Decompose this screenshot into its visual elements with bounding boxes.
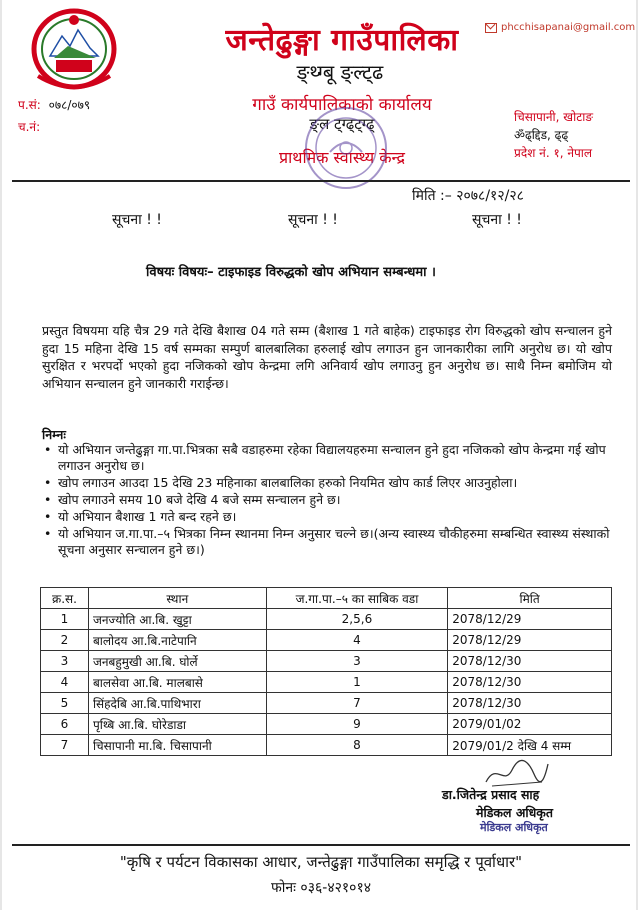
cell-ward: 7 [266, 693, 448, 714]
notice-heading-1: सूचना ! ! [112, 212, 162, 228]
table-row [41, 672, 612, 693]
letter-date: मिति :– २०७८/१२/२८ [412, 188, 524, 204]
cell-location: बालसेवा आ.बि. मालबासे [88, 672, 266, 693]
signatory-name: डा.जितेन्द्र प्रसाद साह [442, 787, 540, 802]
list-item: • खोप लगाउन आउदा 15 देखि 23 महिनाका बालबालिका हरुको नियमित खोप कार्ड लिएर आउनुहोला। [42, 475, 616, 491]
cell-date: 2079/01/2 देखि 4 सम्म [448, 735, 612, 756]
cell-location: पृथ्बि आ.बि. घोरेडाडा [88, 714, 266, 735]
notice-heading-2: सूचना ! ! [288, 212, 338, 228]
email-address[interactable] [485, 22, 635, 33]
cell-ward: 4 [266, 630, 448, 651]
schedule-table [40, 587, 612, 756]
table-row [41, 609, 612, 630]
ps-value: ०७८/०७९ [48, 98, 91, 112]
list-item: • यो अभियान जन्तेढुङ्गा गा.पा.भित्रका सबै वडाहरुमा रहेका विद्यालयहरुमा सन्चालन हुने हुदा नजिकको खोप केन्द्रमा गई खोप लगाउन अनुरोध छ। [42, 442, 616, 474]
table-row [41, 714, 612, 735]
cn-label: च.नं: [18, 120, 41, 134]
cell-date: 2078/12/29 [448, 609, 612, 630]
org-name-script: ङ्थ्ग्बू ङ्ल्ट्ढ [296, 60, 384, 84]
office-name: गाउँ कार्यपालिकाको कार्यालय [252, 95, 432, 115]
cell-location: चिसापानी मा.बि. चिसापानी [88, 735, 266, 756]
header-divider [12, 180, 630, 182]
subject-line: विषयः विषयः– टाइफाइड विरुद्धको खोप अभियान सम्बन्धमा । [146, 265, 436, 280]
table-row [41, 693, 612, 714]
cell-serial: 5 [41, 693, 89, 714]
cell-location: बालोदय आ.बि.नाटेपानि [88, 630, 266, 651]
footer-phone: फोनः ०३६-४२१०१४ [270, 880, 372, 896]
cell-location: जनज्योति आ.बि. खुट्टा [88, 609, 266, 630]
instruction-list [42, 442, 616, 559]
cell-date: 2079/01/02 [448, 714, 612, 735]
ps-label: प.सं: [18, 98, 41, 112]
table-row [41, 630, 612, 651]
reference-numbers [18, 94, 90, 138]
details-label: निम्नः [42, 427, 66, 442]
cell-date: 2078/12/30 [448, 651, 612, 672]
cell-serial: 2 [41, 630, 89, 651]
signatory-stamp: मेडिकल अधिकृत [480, 821, 548, 834]
cell-ward: 2,5,6 [266, 609, 448, 630]
nepal-emblem-icon [28, 6, 120, 92]
address-line-3: प्रदेश नं. १, नेपाल [514, 146, 593, 160]
cell-ward: 9 [266, 714, 448, 735]
health-center-name: प्राथमिक स्वास्थ्य केन्द्र [279, 148, 405, 167]
cell-ward: 3 [266, 651, 448, 672]
address-line-2: ॐढ्द्दिड, ढ्ढ् [514, 128, 569, 142]
cell-date: 2078/12/29 [448, 630, 612, 651]
org-name: जन्तेढुङ्गा गाउँपालिका [225, 23, 459, 58]
list-item: • यो अभियान ज.गा.पा.–५ भित्रका निम्न स्थानमा निम्न अनुसार चल्ने छ।(अन्य स्वास्थ्य चौकीहरुमा सम्बन्धित स्वास्थ्य संस्थाको सूचना अनुसार सन्चालन हुने छ।) [42, 526, 616, 558]
cell-location: जनबहुमुखी आ.बि. घोर्ले [88, 651, 266, 672]
cell-date: 2078/12/30 [448, 693, 612, 714]
mail-icon [485, 23, 497, 33]
cell-serial: 7 [41, 735, 89, 756]
patra-sankhya [18, 94, 90, 116]
cell-serial: 3 [41, 651, 89, 672]
header-location: स्थान [88, 588, 266, 609]
list-item: • खोप लगाउने समय 10 बजे देखि 4 बजे सम्म सन्चालन हुने छ। [42, 492, 616, 508]
table-header-row [41, 588, 612, 609]
cell-location: सिंहदेबि आ.बि.पाथिभारा [88, 693, 266, 714]
office-name-script: ङ्ल ट्ग्ढ्ट्ग्ढ् [309, 115, 375, 133]
cell-ward: 8 [266, 735, 448, 756]
header-ward: ज.गा.पा.–५ का साबिक वडा [266, 588, 448, 609]
header-serial: क्र.स. [41, 588, 89, 609]
cell-ward: 1 [266, 672, 448, 693]
office-address [514, 108, 624, 162]
notice-heading-3: सूचना ! ! [472, 212, 522, 228]
list-item: • यो अभियान बैशाख 1 गते बन्द रहने छ। [42, 509, 616, 525]
footer-slogan: "कृषि र पर्यटन विकासका आधार, जन्तेढुङ्गा गाउँपालिका समृद्धि र पूर्वाधार" [119, 853, 523, 871]
email-text[interactable]: phcchisapanai@gmail.com [501, 22, 636, 33]
chalani-number [18, 116, 90, 138]
office-seal-icon [302, 104, 390, 192]
cell-serial: 1 [41, 609, 89, 630]
table-row [41, 651, 612, 672]
header-date: मिति [448, 588, 612, 609]
cell-serial: 6 [41, 714, 89, 735]
body-paragraph: प्रस्तुत विषयमा यहि चैत्र 29 गते देखि बैशाख 04 गते सम्म (बैशाख 1 गते बाहेक) टाइफाइड रोग विरुद्धको खोप सन्चालन हुने हुदा 15 महिना देखि 15 वर्ष सम्मका सम्पुर्ण बालबालिका हरुलाई खोप लगाउन हुन जानकारीका लागि अनुरोध छ। यो खोप सुरक्षित र भरपर्दो भएको हुदा नजिकको खोप केन्द्रमा लगि अनिवार्य खोप लगाउनु हुन अनुरोध छ। साथै निम्न बमोजिम यो अभियान सन्चालन हुने जानकारी गराईन्छ। [42, 323, 612, 391]
cell-date: 2078/12/30 [448, 672, 612, 693]
address-line-1: चिसापानी, खोटाङ [514, 110, 593, 124]
signatory-title: मेडिकल अधिकृत [476, 805, 554, 820]
footer-divider [12, 844, 630, 846]
cell-serial: 4 [41, 672, 89, 693]
